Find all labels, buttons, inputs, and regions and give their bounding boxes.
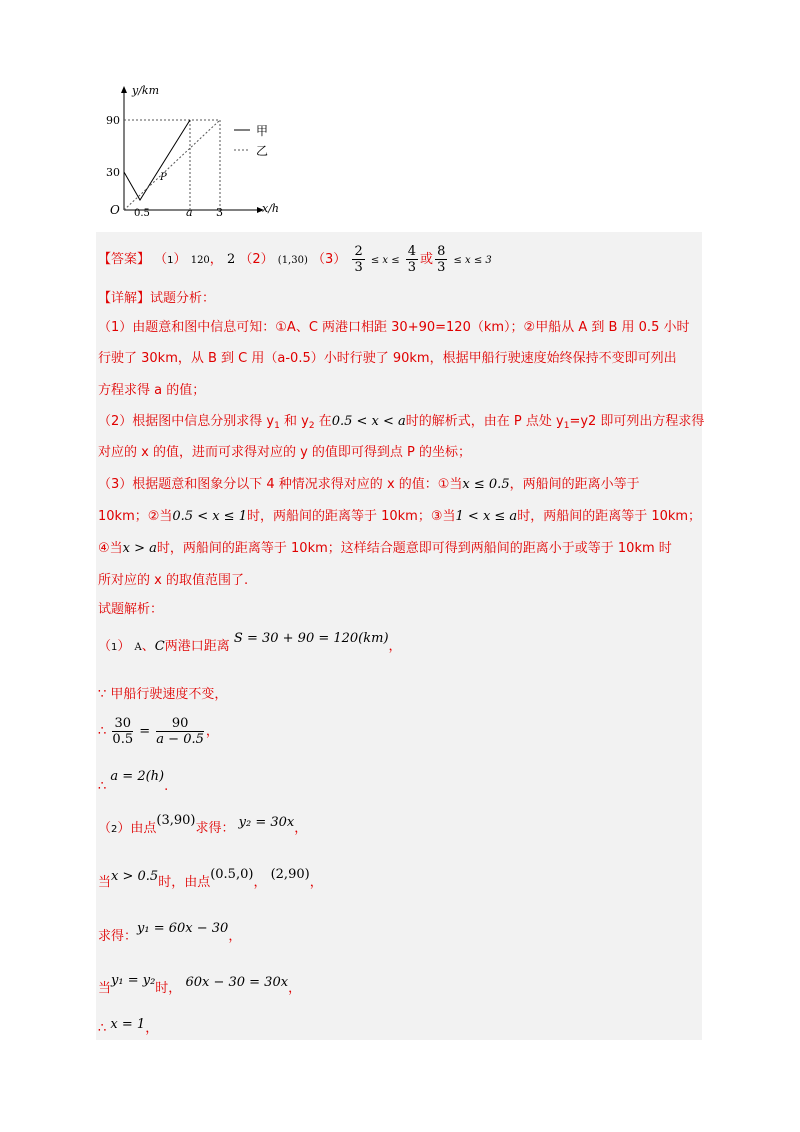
series-jia-line — [124, 120, 190, 200]
legend-yi-label: 乙 — [256, 144, 269, 158]
solution-s8: 当y₁ = y₂时， 60x − 30 = 30x， — [98, 973, 302, 996]
x-axis-label: x/h — [262, 202, 279, 215]
detail-l7: 10km；②当0.5 < x ≤ 1时，两船间的距离等于 10km；③当1 < x ≤ a时，两船间的距离等于 10km； — [98, 509, 702, 524]
detail-l4: （2）根据图中信息分别求得 $y_1$ 和 $y_2$ 在0.5 < x < a时的解析式，由在 P 点处 $y_1=y2$ 即可列出方程求得 — [98, 414, 705, 431]
y-axis-arrow — [121, 86, 127, 93]
detail-title: 【详解】试题分析： — [98, 291, 216, 306]
origin-label: O — [110, 203, 120, 217]
answer-line: 【答案】 （1） 120， 2 （2） (1,30) （3） $\frac{2}{3}$ ≤ x ≤ $\frac{4}{3}$ 或 $\frac{8}{3}$ ≤ x ≤ 3 — [98, 244, 492, 275]
y-axis-label: y/km — [132, 84, 160, 97]
solution-s1: （1） A、C两港口距离 S = 30 + 90 = 120(km)， — [98, 631, 402, 654]
solution-s4: ∴ a = 2(h). — [98, 769, 169, 794]
detail-l5: 对应的 x 的值，进而可求得对应的 y 的值即可得到点 P 的坐标； — [98, 445, 472, 460]
solution-s7: 求得：y₁ = 60x − 30， — [98, 921, 242, 944]
answer-v3: (1,30) — [277, 255, 308, 266]
solution-s5: （2）由点(3,90)求得： y₂ = 30x， — [98, 813, 308, 836]
detail-l8: ④当x > a时，两船间的距离等于 10km；这样结合题意即可得到两船间的距离小于或等于 10km 时 — [98, 541, 672, 556]
y-tick-90: 90 — [106, 114, 120, 127]
x-tick-a: a — [186, 206, 193, 219]
detail-l2: 行驶了 30km，从 B 到 C 用（a-0.5）小时行驶了 90km，根据甲船行驶速度始终保持不变即可列出 — [98, 351, 677, 366]
answer-v1: 120 — [190, 255, 210, 266]
point-p-label: P — [160, 172, 167, 183]
solution-title: 试题解析： — [98, 602, 164, 617]
detail-l9: 所对应的 x 的取值范围了. — [98, 573, 249, 588]
detail-l1: （1）由题意和图中信息可知：①A、C 两港口相距 30+90=120（km）；②甲船从 A 到 B 用 0.5 小时 — [98, 320, 690, 335]
y-tick-30: 30 — [106, 166, 120, 179]
solution-s9: ∴ x = 1， — [98, 1017, 159, 1036]
x-tick-05: 0.5 — [134, 208, 150, 219]
x-tick-3: 3 — [216, 206, 223, 219]
legend-jia-label: 甲 — [256, 124, 269, 138]
answer-tag: 【答案】 — [98, 252, 151, 267]
solution-s2: ∵ 甲船行驶速度不变， — [98, 687, 228, 702]
solution-s3: ∴ $\frac{30}{0.5}$ = $\frac{90}{a - 0.5}$ ， — [98, 716, 219, 747]
detail-l3: 方程求得 a 的值； — [98, 383, 206, 398]
solution-s6: 当x > 0.5时，由点(0.5,0)， (2,90)， — [98, 867, 323, 890]
distance-time-graph — [104, 82, 294, 222]
answer-v2: 2 — [226, 252, 236, 267]
detail-l6: （3）根据题意和图象分以下 4 种情况求得对应的 x 的值：①当x ≤ 0.5，两船间的距离小等于 — [98, 477, 640, 492]
